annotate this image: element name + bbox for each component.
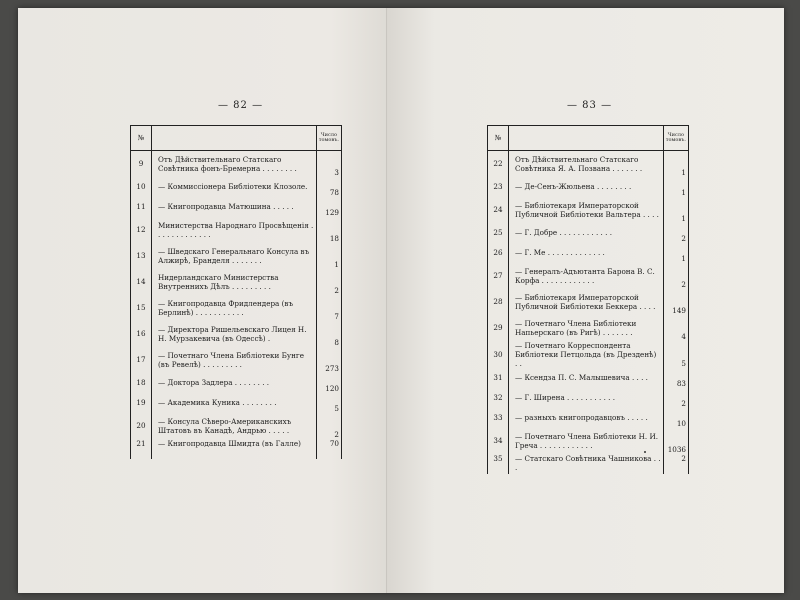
row-count: 5 <box>316 393 341 413</box>
row-count: 129 <box>316 197 341 217</box>
row-donor: — Генералъ-Адъютанта Барона В. С. Корфа . . . . . . . . . . . . <box>509 263 664 289</box>
row-number: 35 <box>488 454 509 474</box>
row-number: 17 <box>131 347 152 373</box>
row-donor: Нидерландскаго Министерства Внутреннихъ Дѣлъ . . . . . . . . . <box>152 269 317 295</box>
table-row <box>488 454 689 474</box>
row-number: 33 <box>488 408 509 428</box>
row-donor: Отъ Дѣйствительнаго Статскаго Совѣтника фонъ-Бремерна . . . . . . . . <box>152 151 317 177</box>
row-donor: — разныхъ книгопродавцовъ . . . . . <box>509 408 664 428</box>
table-row <box>131 151 342 177</box>
row-number: 12 <box>131 217 152 243</box>
table-row <box>131 295 342 321</box>
row-number: 29 <box>488 315 509 341</box>
row-count: 149 <box>663 289 688 315</box>
row-donor: — Почетнаго Члена Библіотеки Н. И. Греча . . . . . . . . . . . . <box>509 428 664 454</box>
row-count: 8 <box>316 321 341 347</box>
row-number: 22 <box>488 151 509 177</box>
row-number: 25 <box>488 223 509 243</box>
row-number: 30 <box>488 341 509 368</box>
row-donor: — Г. Ширена . . . . . . . . . . . <box>509 388 664 408</box>
row-donor: — Шведскаго Генеральнаго Консула въ Алжирѣ, Бранделя . . . . . . . <box>152 243 317 269</box>
row-count: 120 <box>316 373 341 393</box>
row-donor: — Академика Куника . . . . . . . . <box>152 393 317 413</box>
row-count: 2 <box>316 413 341 439</box>
table-row <box>131 177 342 197</box>
row-donor: — Почетнаго Корреспондента Библіотеки Петцольда (въ Дрезденѣ) . . <box>509 341 664 368</box>
header-text <box>152 126 317 151</box>
row-donor: — Книгопродавца Матюшина . . . . . <box>152 197 317 217</box>
row-donor: Министерства Народнаго Просвѣщенія . . . . . . . . . . . . . <box>152 217 317 243</box>
book-spread <box>18 8 784 593</box>
row-count: 1036 <box>663 428 688 454</box>
table-row <box>488 177 689 197</box>
row-count: 7 <box>316 295 341 321</box>
table-row <box>488 341 689 368</box>
row-count: 2 <box>663 263 688 289</box>
table-row <box>131 321 342 347</box>
row-count: 1 <box>316 243 341 269</box>
row-count: 2 <box>316 269 341 295</box>
row-number: 23 <box>488 177 509 197</box>
page-number: — 82 — <box>218 100 264 111</box>
row-donor: — Библіотекаря Императорской Публичной Библіотеки Беккера . . . . <box>509 289 664 315</box>
table-row <box>131 413 342 439</box>
row-count: 3 <box>316 151 341 177</box>
row-count: 70 <box>316 439 341 459</box>
left-page <box>18 8 387 593</box>
row-donor: — Библіотекаря Императорской Публичной Библіотеки Вальтера . . . . <box>509 197 664 223</box>
right-page <box>387 8 784 593</box>
row-number: 21 <box>131 439 152 459</box>
table-row <box>131 197 342 217</box>
row-number: 19 <box>131 393 152 413</box>
table-row <box>131 243 342 269</box>
row-count: 2 <box>663 223 688 243</box>
row-count: 2 <box>663 454 688 474</box>
row-number: 32 <box>488 388 509 408</box>
row-number: 34 <box>488 428 509 454</box>
row-donor: — Г. Добре . . . . . . . . . . . . <box>509 223 664 243</box>
row-donor: — Де-Сенъ-Жюльена . . . . . . . . <box>509 177 664 197</box>
row-number: 14 <box>131 269 152 295</box>
row-donor: — Почетнаго Члена Библіотеки Бунге (въ Ревелѣ) . . . . . . . . . <box>152 347 317 373</box>
row-number: 16 <box>131 321 152 347</box>
table-row <box>488 263 689 289</box>
row-number: 13 <box>131 243 152 269</box>
table-row <box>131 269 342 295</box>
row-number: 27 <box>488 263 509 289</box>
table-row <box>131 373 342 393</box>
row-count: 5 <box>663 341 688 368</box>
table-row <box>131 347 342 373</box>
table-header <box>488 126 689 151</box>
row-number: 15 <box>131 295 152 321</box>
table-row <box>488 289 689 315</box>
row-number: 9 <box>131 151 152 177</box>
table-header <box>131 126 342 151</box>
row-count: 2 <box>663 388 688 408</box>
page-number: — 83 — <box>567 100 613 111</box>
row-donor: — Коммиссіонера Библіотеки Клозоле. <box>152 177 317 197</box>
row-count: 273 <box>316 347 341 373</box>
table-row <box>488 223 689 243</box>
row-number: 24 <box>488 197 509 223</box>
row-donor: — Доктора Задлера . . . . . . . . <box>152 373 317 393</box>
donations-table <box>487 125 689 474</box>
row-donor: Отъ Дѣйствительнаго Статскаго Совѣтника Я. А. Позвана . . . . . . . <box>509 151 664 177</box>
row-count: 1 <box>663 177 688 197</box>
row-number: 10 <box>131 177 152 197</box>
row-donor: — Директора Ришельевскаго Лицея Н. Н. Мурзакевича (въ Одессѣ) . <box>152 321 317 347</box>
table-row <box>488 315 689 341</box>
table-row <box>131 439 342 459</box>
row-count: 83 <box>663 368 688 388</box>
table-row <box>131 217 342 243</box>
header-text <box>509 126 664 151</box>
row-number: 31 <box>488 368 509 388</box>
row-donor: — Книгопродавца Шмидта (въ Галле) <box>152 439 317 459</box>
row-donor: — Книгопродавца Фридлендера (въ Берлинѣ) . . . . . . . . . . . <box>152 295 317 321</box>
row-count: 1 <box>663 243 688 263</box>
header-count: Число томовъ. <box>316 126 341 151</box>
table-row <box>488 408 689 428</box>
table-row <box>488 388 689 408</box>
row-count: 78 <box>316 177 341 197</box>
row-donor: — Статскаго Совѣтника Чашникова . . . <box>509 454 664 474</box>
row-count: 4 <box>663 315 688 341</box>
table-row <box>488 243 689 263</box>
row-count: 1 <box>663 151 688 177</box>
row-count: 1 <box>663 197 688 223</box>
row-donor: — Консула Сѣверо-Американскихъ Штатовъ въ Канадѣ, Андрью . . . . . <box>152 413 317 439</box>
row-donor: — Ксендза П. С. Малышевича . . . . <box>509 368 664 388</box>
table-row <box>488 428 689 454</box>
row-number: 28 <box>488 289 509 315</box>
ink-speck <box>644 451 646 453</box>
row-number: 18 <box>131 373 152 393</box>
row-donor: — Г. Ме . . . . . . . . . . . . . <box>509 243 664 263</box>
header-number: № <box>131 126 152 151</box>
header-number: № <box>488 126 509 151</box>
row-donor: — Почетнаго Члена Библіотеки Напьерскаго (въ Ригѣ) . . . . . . . <box>509 315 664 341</box>
table-row <box>131 393 342 413</box>
table-row <box>488 151 689 177</box>
donations-table <box>130 125 342 459</box>
table-row <box>488 197 689 223</box>
row-number: 20 <box>131 413 152 439</box>
row-count: 18 <box>316 217 341 243</box>
header-count: Число томовъ. <box>663 126 688 151</box>
table-row <box>488 368 689 388</box>
row-count: 10 <box>663 408 688 428</box>
row-number: 26 <box>488 243 509 263</box>
row-number: 11 <box>131 197 152 217</box>
